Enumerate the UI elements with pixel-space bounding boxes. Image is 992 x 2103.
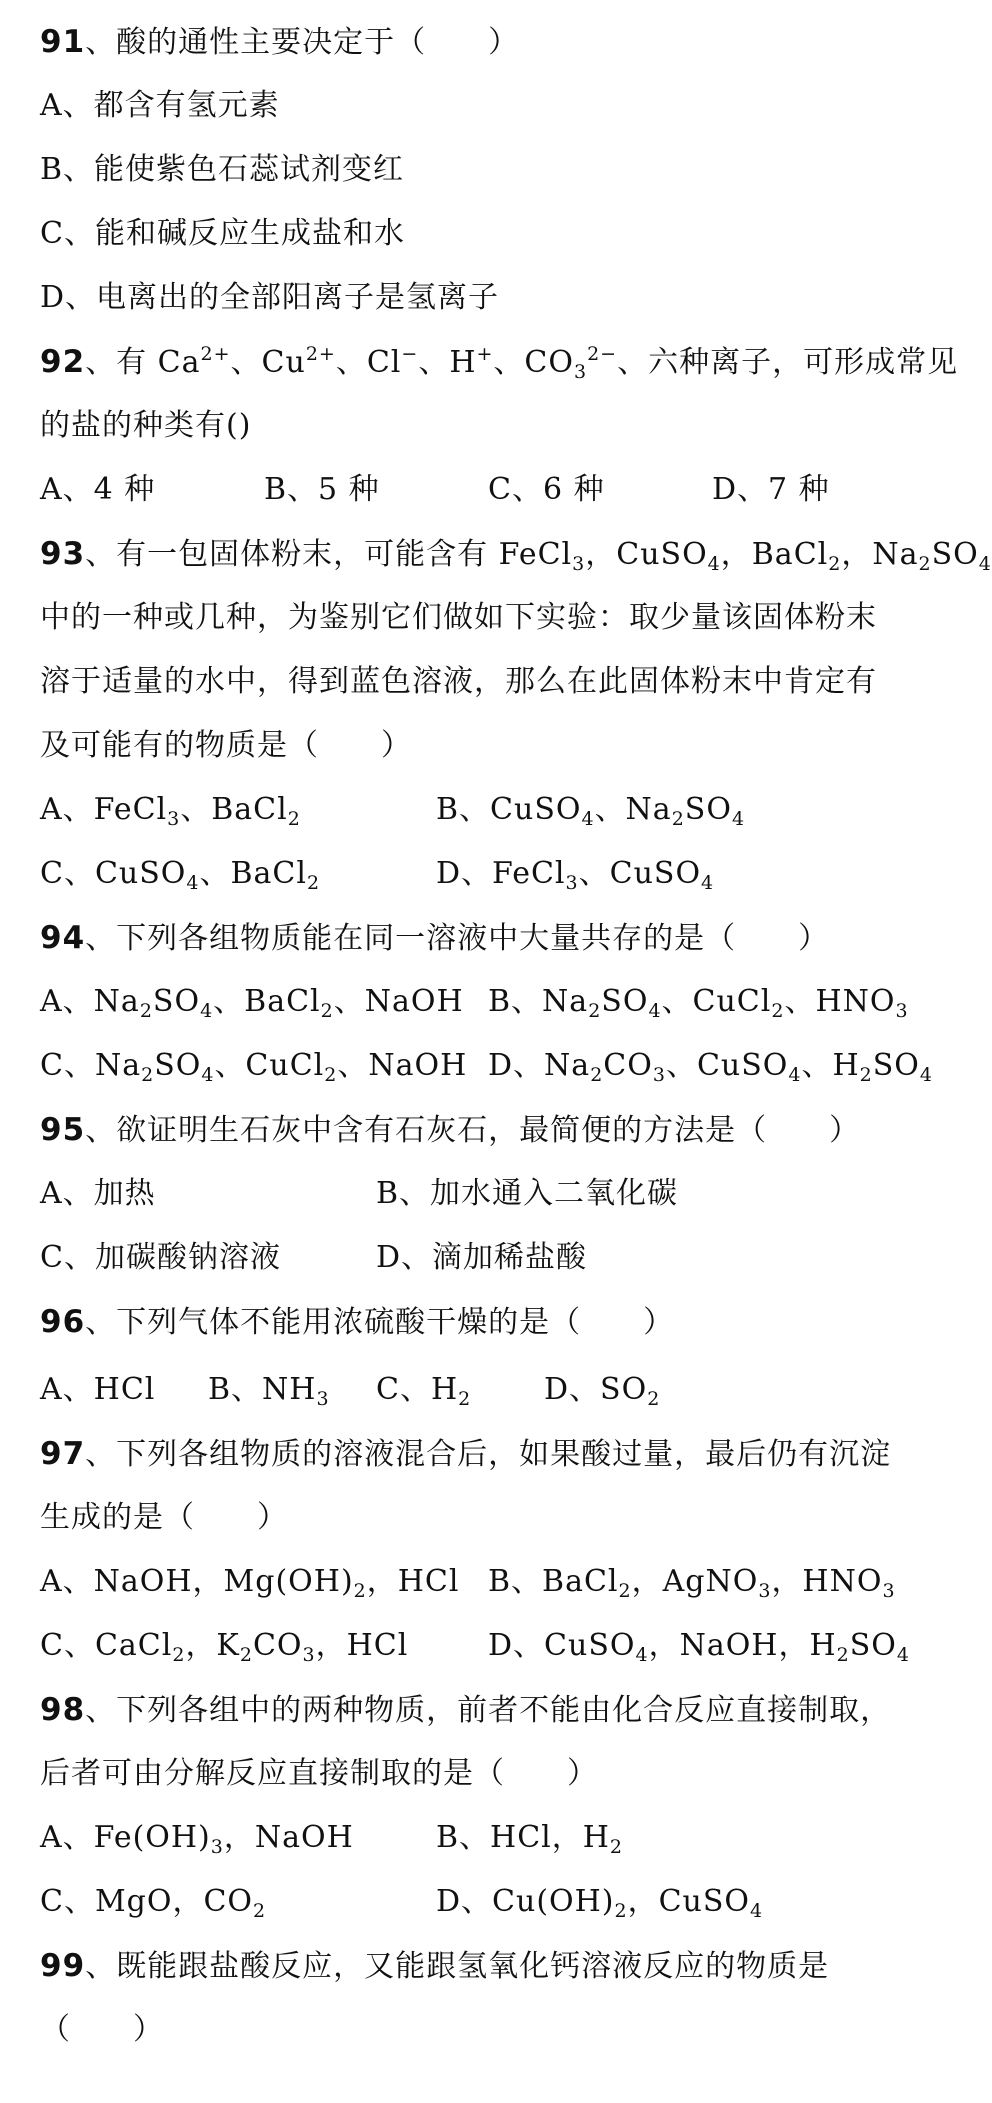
subscript: 2 <box>618 1580 632 1602</box>
option-c <box>40 854 320 894</box>
option-text: A、FeCl <box>40 792 168 827</box>
question-93-stem <box>40 534 992 575</box>
option-text: C、H <box>376 1372 459 1407</box>
option-text: B、NH <box>208 1372 317 1407</box>
question-93-stem-line2 <box>40 598 920 638</box>
option-a: A、加热 <box>40 1176 156 1211</box>
option-c: C、6 种 <box>488 472 605 507</box>
stem-text: 、酸的通性主要决定于（ ） <box>85 25 520 60</box>
question-91-stem <box>40 22 920 63</box>
option-c <box>376 1370 471 1410</box>
stem-text: 、Cl <box>335 345 402 380</box>
option-text: C、CaCl <box>40 1628 173 1663</box>
option-text: 、CuCl <box>661 984 772 1019</box>
stem-text: SO <box>931 537 979 572</box>
subscript: 2 <box>458 1388 472 1410</box>
subscript: 3 <box>652 1064 666 1086</box>
subscript: 2 <box>828 553 842 575</box>
question-97-stem <box>40 1434 920 1475</box>
question-93-stem-line4 <box>40 726 920 766</box>
option-b <box>488 982 909 1022</box>
charge: − <box>401 343 419 365</box>
option-c: C、加碳酸钠溶液 <box>40 1240 281 1275</box>
subscript: 4 <box>919 1064 933 1086</box>
subscript: 2 <box>647 1388 661 1410</box>
option-d <box>436 1882 763 1922</box>
subscript: 4 <box>896 1644 910 1666</box>
question-91-option-a <box>40 86 920 126</box>
option-text: SO <box>849 1628 897 1663</box>
option-text: ，NaOH <box>223 1820 354 1855</box>
question-number: 98 <box>40 1692 86 1728</box>
option-text: 、Na <box>594 792 672 827</box>
option-text: D、电离出的全部阳离子是氢离子 <box>40 280 500 315</box>
option-text: D、FeCl <box>436 856 566 891</box>
subscript: 2 <box>671 808 685 830</box>
option-a <box>40 1562 459 1602</box>
subscript: 3 <box>758 1580 772 1602</box>
question-96-stem <box>40 1302 920 1343</box>
subscript: 2 <box>590 1064 604 1086</box>
subscript: 4 <box>788 1064 802 1086</box>
subscript: 2 <box>172 1644 186 1666</box>
question-number: 97 <box>40 1436 86 1472</box>
subscript: 3 <box>573 361 588 383</box>
stem-text: 及可能有的物质是（ ） <box>40 728 412 763</box>
option-c <box>40 1626 408 1666</box>
stem-text: 、下列各组物质能在同一溶液中大量共存的是（ ） <box>85 921 830 956</box>
stem-text: 、既能跟盐酸反应，又能跟氢氧化钙溶液反应的物质是 <box>85 1949 830 1984</box>
option-d <box>488 1046 933 1086</box>
option-text: ，CuSO <box>627 1884 751 1919</box>
stem-text: 、下列各组物质的溶液混合后，如果酸过量，最后仍有沉淀 <box>85 1437 892 1472</box>
option-text: 、CuSO <box>578 856 702 891</box>
option-text: D、Na <box>488 1048 591 1083</box>
subscript: 4 <box>186 872 200 894</box>
subscript: 2 <box>306 872 321 894</box>
question-98-stem <box>40 1690 920 1731</box>
subscript: 2 <box>836 1644 850 1666</box>
stem-text: （ ） <box>40 2012 164 2047</box>
stem-text: 、下列各组中的两种物质，前者不能由化合反应直接制取， <box>85 1693 892 1728</box>
subscript: 2 <box>320 1000 334 1022</box>
option-text: D、Cu(OH) <box>436 1884 615 1919</box>
subscript: 2 <box>139 1000 153 1022</box>
option-d <box>544 1370 660 1410</box>
option-text: SO <box>601 984 649 1019</box>
charge: 2+ <box>305 343 336 365</box>
option-text: ，HCl <box>315 1628 409 1663</box>
option-text: SO <box>154 1048 202 1083</box>
option-text: 、NaOH <box>333 984 464 1019</box>
option-b <box>488 1562 896 1602</box>
subscript: 2 <box>253 1900 267 1922</box>
option-d: D、滴加稀盐酸 <box>376 1240 588 1275</box>
stem-text: 、H <box>418 345 477 380</box>
subscript: 4 <box>701 872 715 894</box>
charge: 2+ <box>200 343 231 365</box>
stem-text: ，Na <box>841 537 919 572</box>
question-91-option-d <box>40 278 920 318</box>
option-b <box>436 790 745 830</box>
question-92-stem-line2 <box>40 406 920 446</box>
option-text: B、HCl，H <box>436 1820 610 1855</box>
question-97-stem-line2 <box>40 1498 920 1538</box>
option-text: 、HNO <box>784 984 896 1019</box>
option-text: CO <box>252 1628 303 1663</box>
option-text: 、CuSO <box>665 1048 789 1083</box>
option-c <box>40 1882 266 1922</box>
option-text: A、都含有氢元素 <box>40 88 280 123</box>
question-number: 99 <box>40 1948 86 1984</box>
option-text: B、BaCl <box>488 1564 619 1599</box>
option-text: A、Fe(OH) <box>40 1820 211 1855</box>
subscript: 3 <box>572 553 586 575</box>
stem-text: 、六种离子，可形成常见 <box>617 345 959 380</box>
option-text: 、CuCl <box>214 1048 325 1083</box>
subscript: 3 <box>316 1388 330 1410</box>
option-text: 、BaCl <box>180 792 288 827</box>
option-a: A、4 种 <box>40 472 156 507</box>
option-text: ，K <box>185 1628 240 1663</box>
option-text: D、SO <box>544 1372 648 1407</box>
option-text: SO <box>872 1048 920 1083</box>
subscript: 2 <box>609 1836 624 1858</box>
subscript: 3 <box>210 1836 224 1858</box>
question-number: 91 <box>40 24 86 60</box>
question-99-stem-line2 <box>40 2010 920 2050</box>
option-a <box>40 1818 354 1858</box>
subscript: 2 <box>141 1064 155 1086</box>
option-text: C、MgO，CO <box>40 1884 254 1919</box>
subscript: 3 <box>565 872 579 894</box>
subscript: 3 <box>302 1644 316 1666</box>
option-text: A、NaOH，Mg(OH) <box>40 1564 354 1599</box>
option-c <box>40 1046 467 1086</box>
subscript: 4 <box>200 1000 214 1022</box>
option-text: C、Na <box>40 1048 142 1083</box>
option-text: B、Na <box>488 984 589 1019</box>
subscript: 3 <box>882 1580 896 1602</box>
option-text: ，AgNO <box>631 1564 759 1599</box>
stem-text: ，BaCl <box>720 537 829 572</box>
option-text: SO <box>684 792 732 827</box>
option-text: 、H <box>801 1048 860 1083</box>
option-b <box>208 1370 330 1410</box>
stem-text: 、有 Ca <box>85 345 201 380</box>
subscript: 2 <box>324 1064 338 1086</box>
stem-text: 中的一种或几种，为鉴别它们做如下实验：取少量该固体粉末 <box>40 600 877 635</box>
option-d <box>488 1626 910 1666</box>
question-number: 96 <box>40 1304 86 1340</box>
subscript: 4 <box>201 1064 215 1086</box>
stem-text: 、欲证明生石灰中含有石灰石，最简便的方法是（ ） <box>85 1113 861 1148</box>
option-a: A、HCl <box>40 1372 156 1407</box>
stem-text: 、CO <box>493 345 574 380</box>
question-number: 93 <box>40 536 86 572</box>
option-text: 、BaCl <box>199 856 307 891</box>
option-b: B、加水通入二氧化碳 <box>376 1176 679 1211</box>
option-b <box>436 1818 623 1858</box>
question-number: 92 <box>40 344 86 380</box>
option-text: 、NaOH <box>337 1048 468 1083</box>
option-text: ，HNO <box>771 1564 883 1599</box>
question-92-stem <box>40 342 959 383</box>
subscript: 2 <box>588 1000 602 1022</box>
option-text: B、CuSO <box>436 792 582 827</box>
subscript: 4 <box>731 808 746 830</box>
question-number: 94 <box>40 920 86 956</box>
stem-text: 的盐的种类有() <box>40 408 252 443</box>
stem-text: 生成的是（ ） <box>40 1500 288 1535</box>
option-b: B、5 种 <box>264 472 380 507</box>
question-91-option-c <box>40 214 920 254</box>
subscript: 2 <box>614 1900 628 1922</box>
option-text: C、能和碱反应生成盐和水 <box>40 216 405 251</box>
stem-text: 溶于适量的水中，得到蓝色溶液，那么在此固体粉末中肯定有 <box>40 664 877 699</box>
stem-text: 、Cu <box>230 345 306 380</box>
question-91-option-b <box>40 150 920 190</box>
option-d: D、7 种 <box>712 472 830 507</box>
subscript: 4 <box>635 1644 649 1666</box>
subscript: 2 <box>287 808 301 830</box>
option-text: CO <box>603 1048 653 1083</box>
option-text: A、Na <box>40 984 140 1019</box>
subscript: 4 <box>978 553 992 575</box>
option-text: SO <box>152 984 201 1019</box>
option-text: ，NaOH，H <box>648 1628 837 1663</box>
question-93-stem-line3 <box>40 662 920 702</box>
option-text: ，HCl <box>366 1564 460 1599</box>
charge: + <box>476 343 494 365</box>
subscript: 4 <box>707 553 721 575</box>
option-text: C、CuSO <box>40 856 187 891</box>
option-text: 、BaCl <box>213 984 321 1019</box>
subscript: 2 <box>353 1580 367 1602</box>
stem-text: 、有一包固体粉末，可能含有 FeCl <box>85 537 573 572</box>
option-a <box>40 982 464 1022</box>
option-text: B、能使紫色石蕊试剂变红 <box>40 152 405 187</box>
question-99-stem <box>40 1946 920 1987</box>
charge: 2− <box>587 343 618 365</box>
subscript: 4 <box>648 1000 662 1022</box>
subscript: 4 <box>750 1900 764 1922</box>
subscript: 3 <box>167 808 181 830</box>
question-94-stem <box>40 918 920 959</box>
subscript: 2 <box>771 1000 785 1022</box>
subscript: 3 <box>895 1000 909 1022</box>
option-d <box>436 854 714 894</box>
option-text: D、CuSO <box>488 1628 636 1663</box>
stem-text: ，CuSO <box>585 537 708 572</box>
stem-text: 后者可由分解反应直接制取的是（ ） <box>40 1756 598 1791</box>
option-a <box>40 790 301 830</box>
subscript: 2 <box>859 1064 873 1086</box>
question-95-stem <box>40 1110 920 1151</box>
question-98-stem-line2 <box>40 1754 920 1794</box>
subscript: 4 <box>581 808 595 830</box>
stem-text: 、下列气体不能用浓硫酸干燥的是（ ） <box>85 1305 675 1340</box>
subscript: 2 <box>918 553 932 575</box>
question-number: 95 <box>40 1112 86 1148</box>
subscript: 2 <box>239 1644 253 1666</box>
